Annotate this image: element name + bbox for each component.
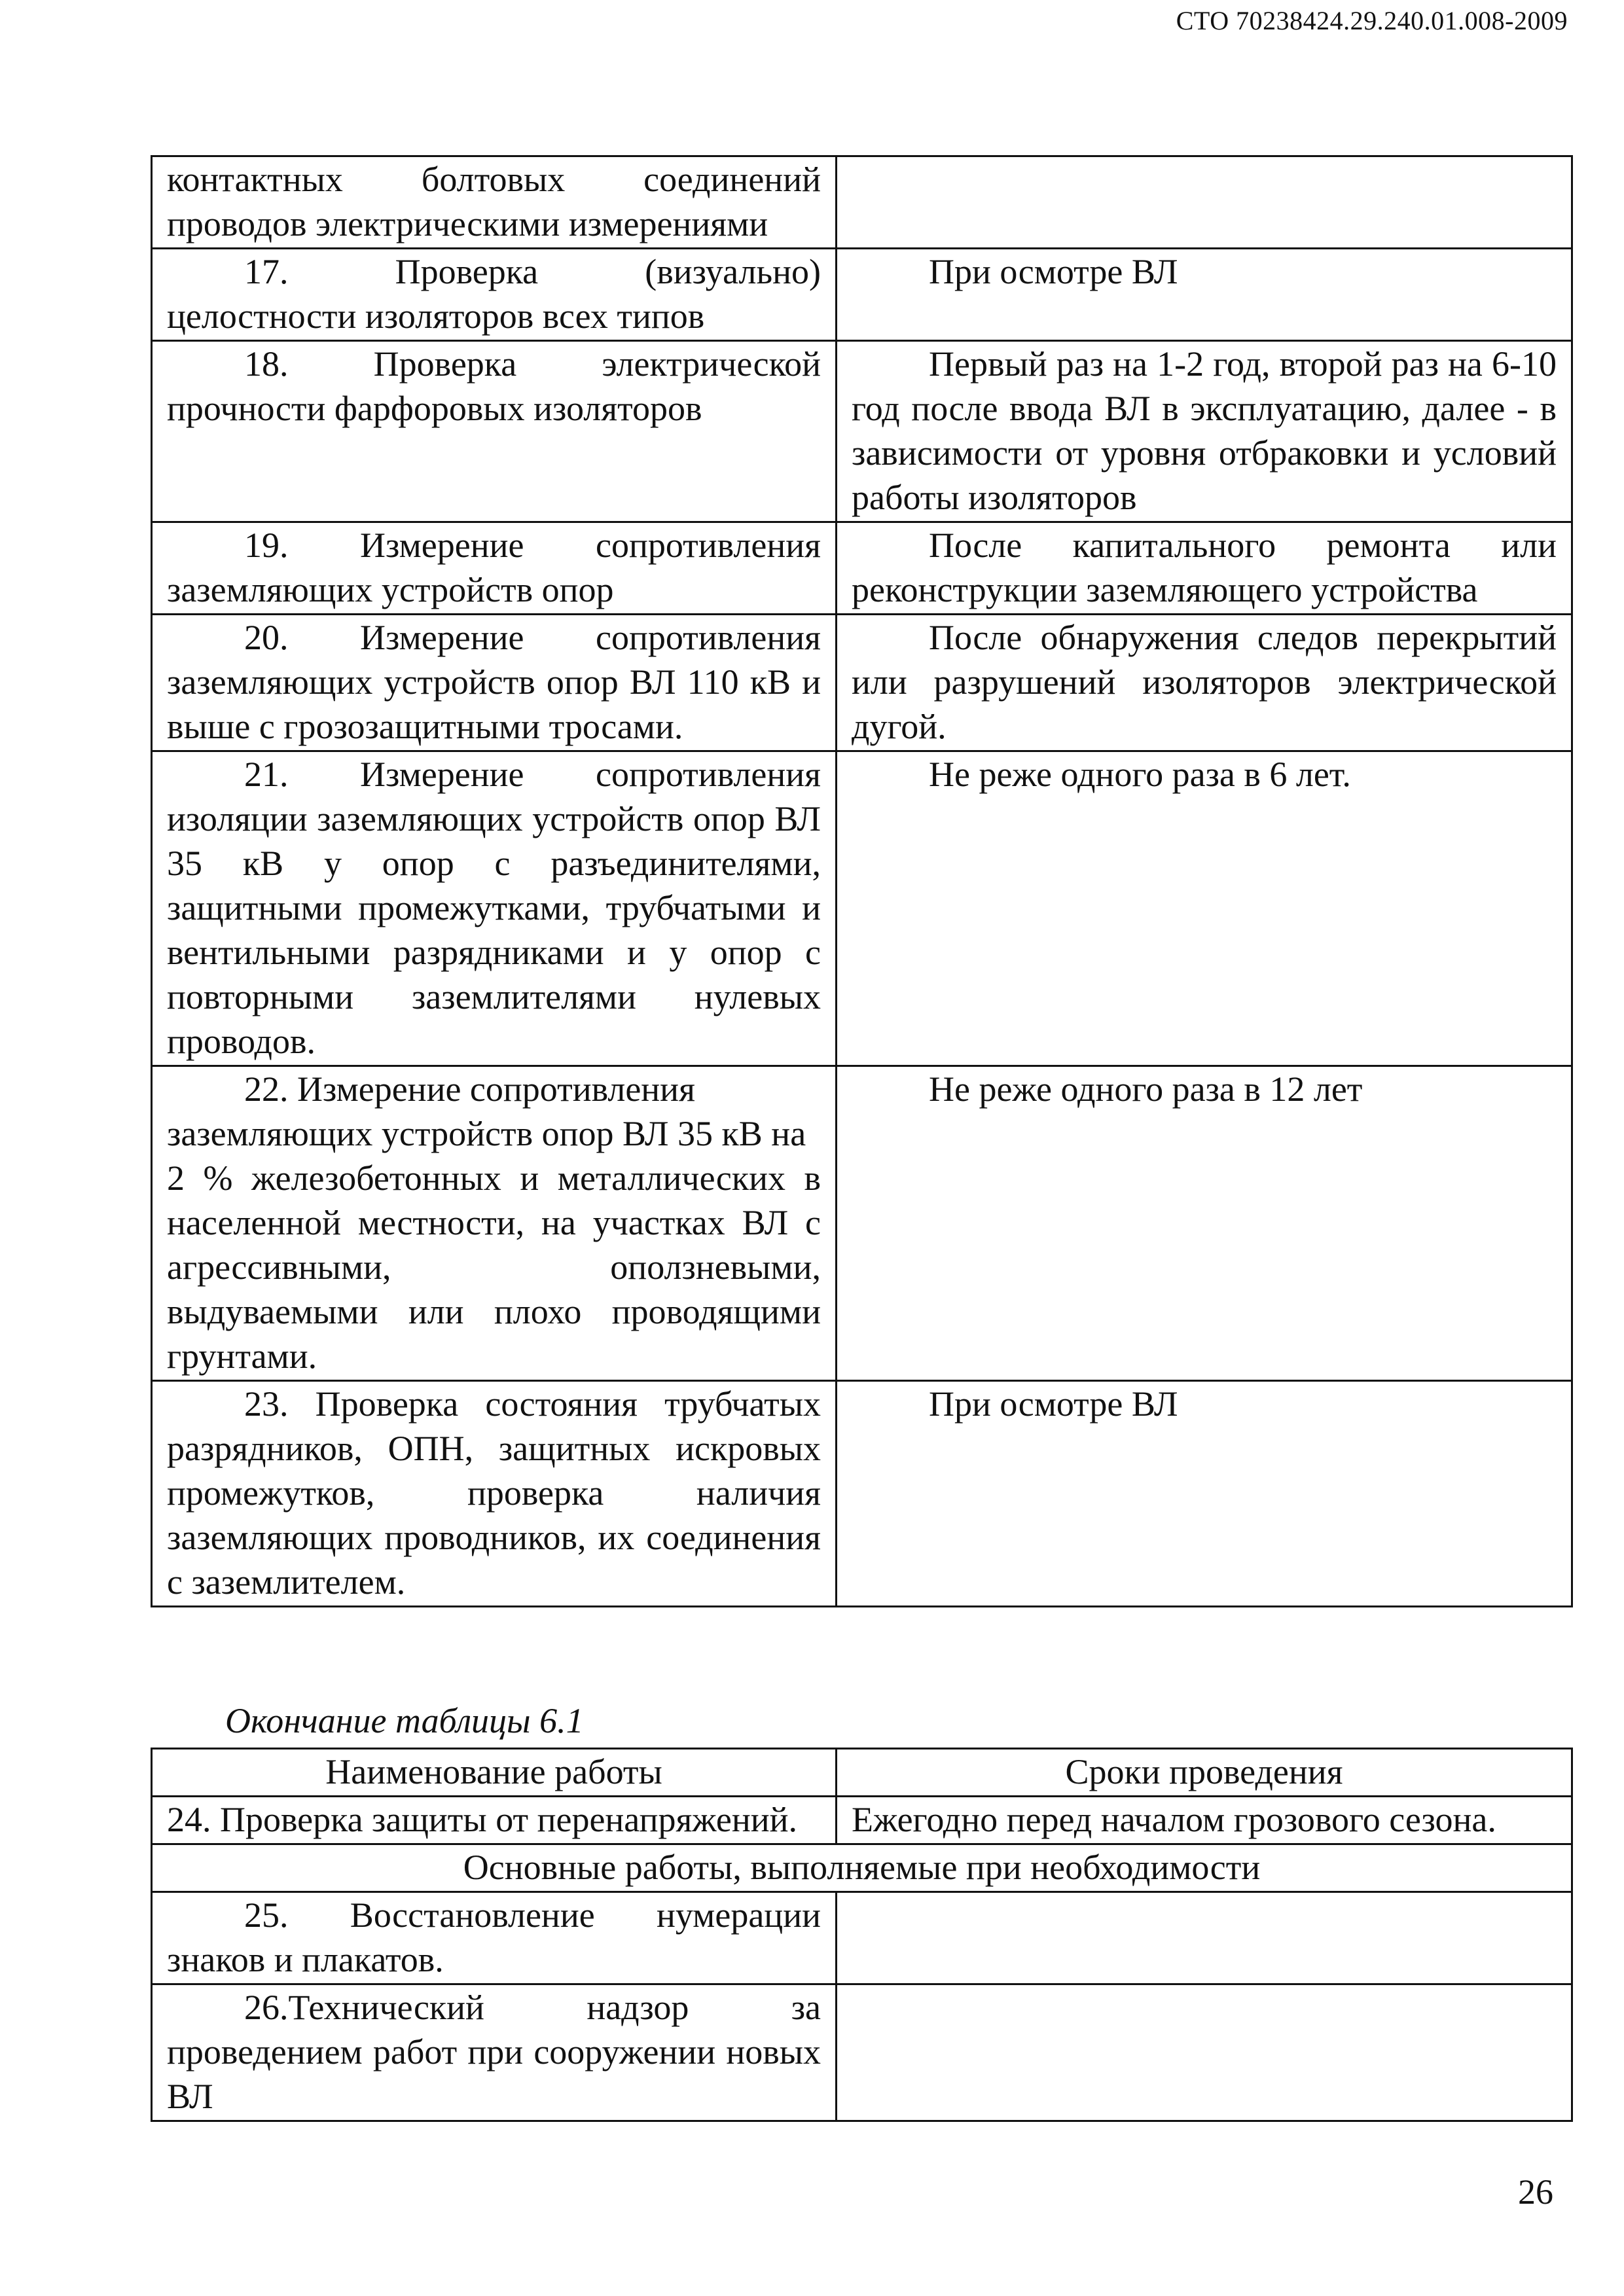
document-code-header: СТО 70238424.29.240.01.008-2009 bbox=[1176, 6, 1568, 35]
terms-cell: При осмотре ВЛ bbox=[837, 1381, 1572, 1607]
work-cell: 19. Измерение сопротивления заземляющих устройств опор bbox=[152, 522, 837, 615]
work-cell-text-continued: 2 % железобетонных и металлических в населенной местности, на участках ВЛ с агрессивными, оползневыми, выдуваемыми или плохо проводящими грунтами. bbox=[167, 1158, 821, 1376]
work-cell: 26.Технический надзор за проведением работ при сооружении новых ВЛ bbox=[152, 1984, 837, 2121]
table-row bbox=[152, 751, 1572, 1066]
terms-cell: Первый раз на 1-2 год, второй раз на 6-10 год после ввода ВЛ в эксплуатацию, далее - в зависимости от уровня отбраковки и условий работы изоляторов bbox=[837, 341, 1572, 522]
terms-cell: Не реже одного раза в 6 лет. bbox=[837, 751, 1572, 1066]
table-row bbox=[152, 1381, 1572, 1607]
section-heading: Основные работы, выполняемые при необходимости bbox=[152, 1844, 1572, 1892]
table-row bbox=[152, 1984, 1572, 2121]
table-caption: Окончание таблицы 6.1 bbox=[225, 1701, 584, 1740]
table-row bbox=[152, 1892, 1572, 1984]
table-row bbox=[152, 522, 1572, 615]
works-table-end bbox=[151, 1748, 1573, 2122]
table-row bbox=[152, 615, 1572, 751]
terms-cell bbox=[837, 1984, 1572, 2121]
terms-cell: Не реже одного раза в 12 лет bbox=[837, 1066, 1572, 1381]
table-row bbox=[152, 249, 1572, 341]
work-cell: 17. Проверка (визуально) целостности изоляторов всех типов bbox=[152, 249, 837, 341]
work-cell: 20. Измерение сопротивления заземляющих устройств опор ВЛ 110 кВ и выше с грозозащитными тросами. bbox=[152, 615, 837, 751]
table-header-row bbox=[152, 1749, 1572, 1797]
terms-cell: После капитального ремонта или реконструкции заземляющего устройства bbox=[837, 522, 1572, 615]
work-cell: 23. Проверка состояния трубчатых разрядников, ОПН, защитных искровых промежутков, проверка наличия заземляющих проводников, их соединения с заземлителем. bbox=[152, 1381, 837, 1607]
table-row bbox=[152, 1066, 1572, 1381]
terms-cell bbox=[837, 156, 1572, 249]
work-cell: 24. Проверка защиты от перенапряжений. bbox=[152, 1797, 837, 1844]
section-row bbox=[152, 1844, 1572, 1892]
terms-cell: Ежегодно перед началом грозового сезона. bbox=[837, 1797, 1572, 1844]
column-header-terms: Сроки проведения bbox=[837, 1749, 1572, 1797]
work-cell-text: 22. Измерение сопротивления заземляющих устройств опор ВЛ 35 кВ на bbox=[167, 1069, 806, 1153]
work-cell: 25. Восстановление нумерации знаков и плакатов. bbox=[152, 1892, 837, 1984]
work-cell: 18. Проверка электрической прочности фарфоровых изоляторов bbox=[152, 341, 837, 522]
table-row bbox=[152, 1797, 1572, 1844]
table-row bbox=[152, 156, 1572, 249]
works-table-continued bbox=[151, 155, 1573, 1607]
work-cell: 21. Измерение сопротивления изоляции заземляющих устройств опор ВЛ 35 кВ у опор с разъединителями, защитными промежутками, трубчатыми и вентильными разрядниками и у опор с повторными заземлителями нулевых проводов. bbox=[152, 751, 837, 1066]
table-row bbox=[152, 341, 1572, 522]
terms-cell: После обнаружения следов перекрытий или разрушений изоляторов электрической дугой. bbox=[837, 615, 1572, 751]
column-header-work: Наименование работы bbox=[152, 1749, 837, 1797]
page-number: 26 bbox=[1518, 2172, 1553, 2212]
work-cell bbox=[152, 1066, 837, 1381]
terms-cell bbox=[837, 1892, 1572, 1984]
terms-cell: При осмотре ВЛ bbox=[837, 249, 1572, 341]
work-cell: контактных болтовых соединений проводов электрическими измерениями bbox=[152, 156, 837, 249]
